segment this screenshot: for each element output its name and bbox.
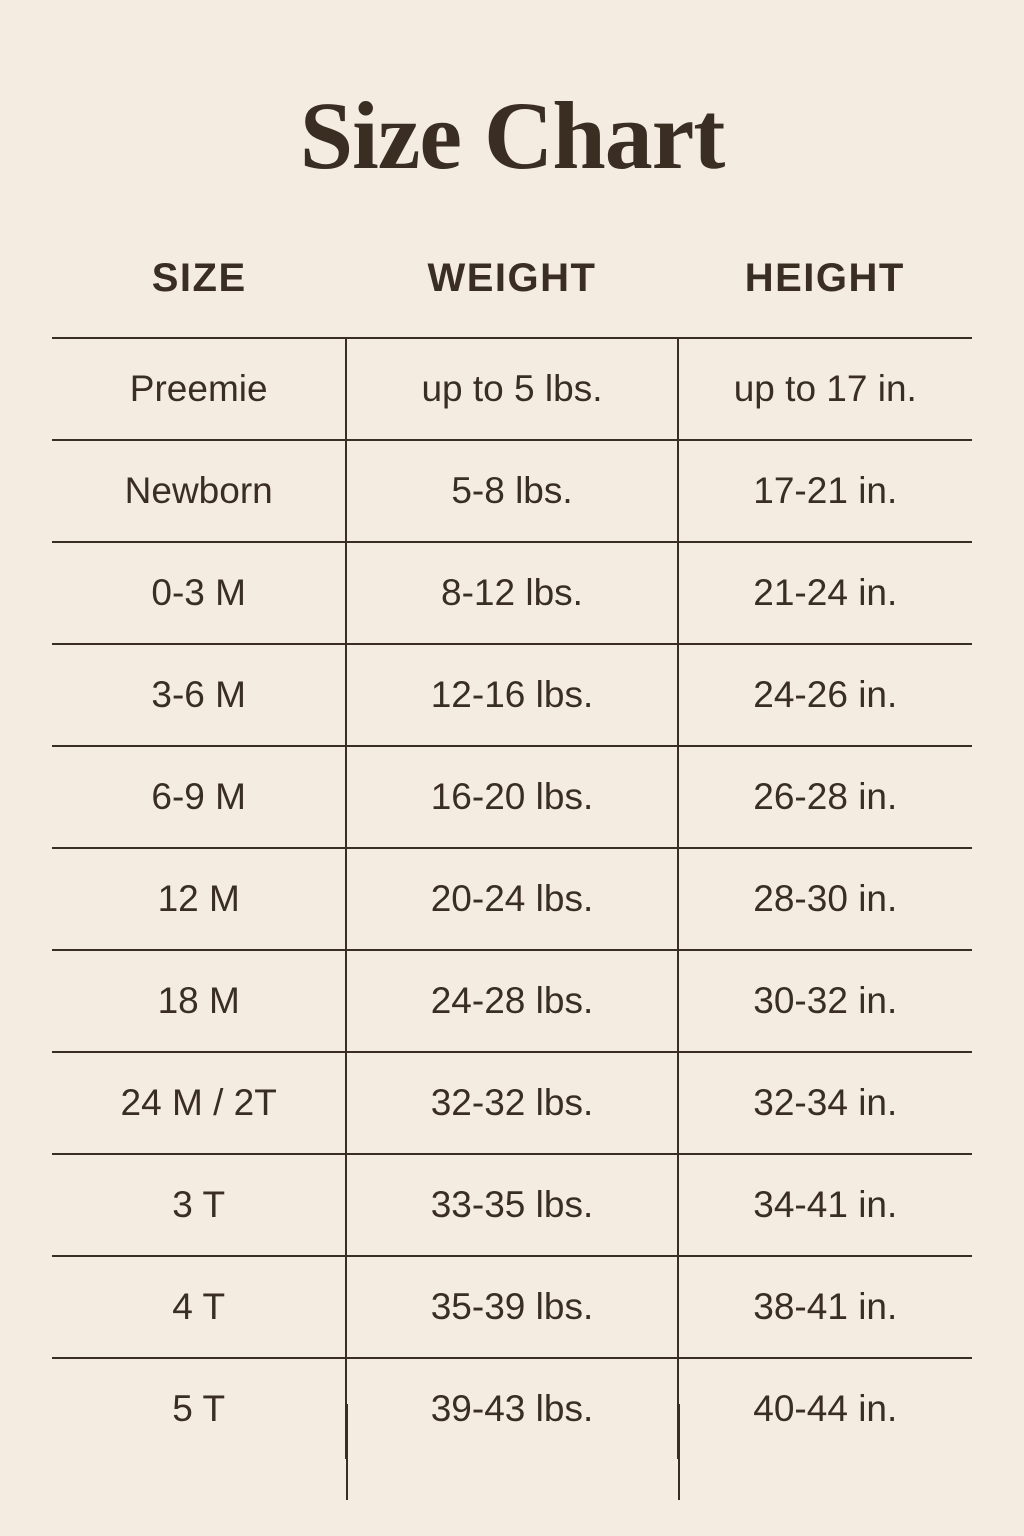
cell-height: 40-44 in.: [678, 1358, 972, 1459]
cell-height: 28-30 in.: [678, 848, 972, 950]
cell-weight: 12-16 lbs.: [346, 644, 677, 746]
cell-height: 21-24 in.: [678, 542, 972, 644]
cell-size: 24 M / 2T: [52, 1052, 346, 1154]
cell-weight: 39-43 lbs.: [346, 1358, 677, 1459]
size-chart-table: [52, 256, 972, 1459]
cell-weight: 16-20 lbs.: [346, 746, 677, 848]
cell-weight: up to 5 lbs.: [346, 338, 677, 440]
cell-weight: 20-24 lbs.: [346, 848, 677, 950]
cell-height: 24-26 in.: [678, 644, 972, 746]
cell-size: 6-9 M: [52, 746, 346, 848]
table-row: [52, 848, 972, 950]
cell-height: 17-21 in.: [678, 440, 972, 542]
column-divider-right: [678, 1404, 680, 1500]
cell-size: Newborn: [52, 440, 346, 542]
cell-height: 32-34 in.: [678, 1052, 972, 1154]
table-row: [52, 746, 972, 848]
cell-weight: 33-35 lbs.: [346, 1154, 677, 1256]
cell-size: 12 M: [52, 848, 346, 950]
cell-size: 5 T: [52, 1358, 346, 1459]
cell-size: 4 T: [52, 1256, 346, 1358]
column-header-size: SIZE: [151, 256, 247, 300]
cell-size: Preemie: [52, 338, 346, 440]
cell-height: 38-41 in.: [678, 1256, 972, 1358]
cell-height: 30-32 in.: [678, 950, 972, 1052]
column-divider-left: [346, 1404, 348, 1500]
table-header-row: [52, 256, 972, 338]
cell-size: 18 M: [52, 950, 346, 1052]
table-row: [52, 644, 972, 746]
table-row: [52, 950, 972, 1052]
cell-weight: 32-32 lbs.: [346, 1052, 677, 1154]
column-header-height: HEIGHT: [744, 256, 905, 300]
size-chart-table-container: [52, 184, 972, 1459]
column-header-weight: WEIGHT: [427, 256, 597, 300]
cell-weight: 5-8 lbs.: [346, 440, 677, 542]
table-row: [52, 1052, 972, 1154]
table-row: [52, 440, 972, 542]
cell-height: 26-28 in.: [678, 746, 972, 848]
table-row: [52, 1154, 972, 1256]
table-row: [52, 1358, 972, 1459]
table-row: [52, 542, 972, 644]
cell-size: 3-6 M: [52, 644, 346, 746]
cell-height: up to 17 in.: [678, 338, 972, 440]
cell-weight: 8-12 lbs.: [346, 542, 677, 644]
table-row: [52, 1256, 972, 1358]
table-row: [52, 338, 972, 440]
cell-weight: 24-28 lbs.: [346, 950, 677, 1052]
cell-weight: 35-39 lbs.: [346, 1256, 677, 1358]
cell-size: 0-3 M: [52, 542, 346, 644]
table-header: [52, 256, 972, 338]
cell-height: 34-41 in.: [678, 1154, 972, 1256]
table-body: [52, 338, 972, 1459]
page-title: Size Chart: [299, 82, 725, 189]
cell-size: 3 T: [52, 1154, 346, 1256]
